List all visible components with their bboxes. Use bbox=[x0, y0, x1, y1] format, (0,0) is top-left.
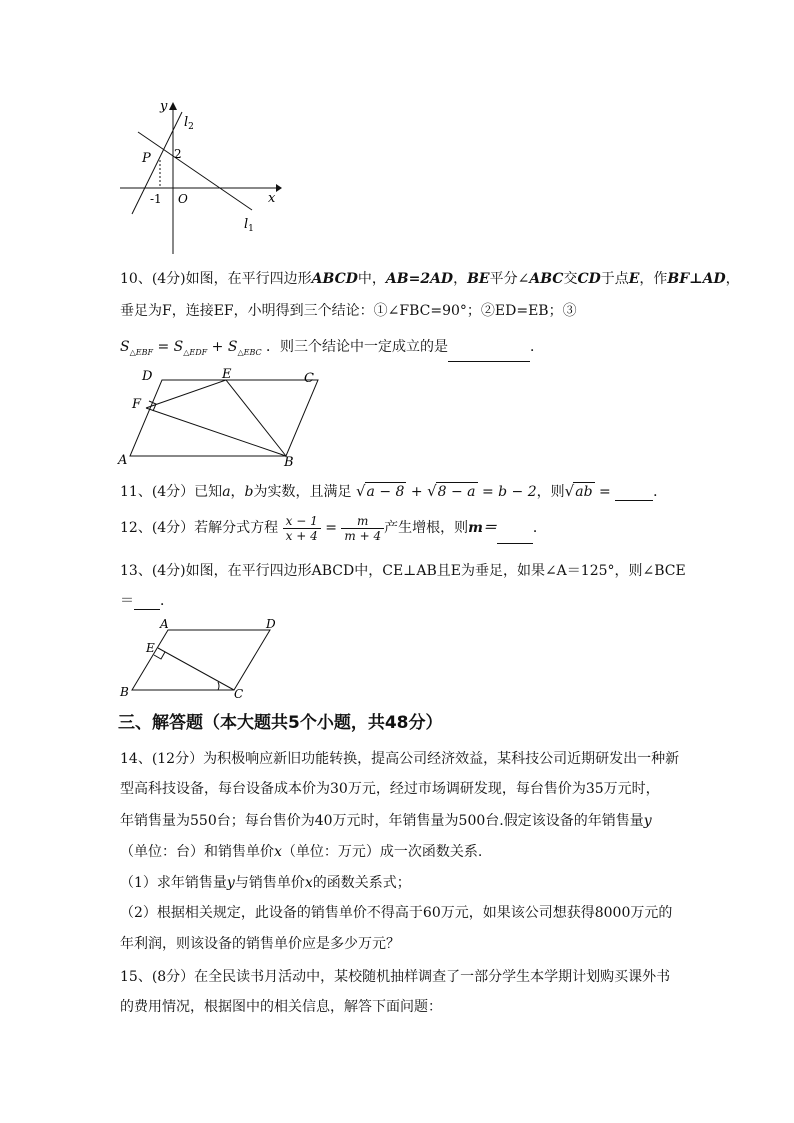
y-axis-arrow bbox=[169, 102, 177, 110]
section-three-title: 三、解答题（本大题共5个小题，共48分） bbox=[118, 713, 443, 733]
q13-line1: 13、(4分)如图，在平行四边形ABCD中，CE⊥AB且E为垂足，如果∠A＝125°，则∠BCE bbox=[120, 563, 686, 579]
y-axis-label: y bbox=[160, 99, 168, 114]
tick-neg1-label: -1 bbox=[150, 192, 162, 206]
segment-ce bbox=[158, 648, 234, 690]
label-d-q13: D bbox=[266, 617, 276, 631]
figure-q13-parallelogram bbox=[114, 614, 284, 700]
figure-q10-parallelogram bbox=[112, 364, 322, 468]
x-axis-label: x bbox=[268, 191, 276, 206]
q15-line1: 15、(8分）在全民读书月活动中，某校随机抽样调查了一部分学生本学期计划购买课外书 bbox=[120, 969, 671, 985]
label-e-q13: E bbox=[146, 641, 155, 655]
label-a-q13: A bbox=[160, 617, 169, 631]
segment-ef bbox=[146, 380, 226, 408]
x-axis-arrow bbox=[276, 184, 282, 192]
label-e: E bbox=[222, 367, 232, 382]
point-p-label: P bbox=[142, 151, 151, 166]
tick-2-label: 2 bbox=[174, 147, 182, 161]
q10-line1: 10、(4分)如图，在平行四边形ABCD中，AB=2AD，BE平分∠ABC交CD于点E，作BF⊥AD， bbox=[120, 271, 740, 287]
q10-answer-blank[interactable] bbox=[448, 347, 530, 362]
fraction-m: $\frac{m}{m + 4}$ bbox=[341, 514, 384, 543]
q14-line2: 型高科技设备，每台设备成本价为30万元，经过市场调研发现，每台售价为35万元时， bbox=[120, 781, 660, 797]
q14-line6: （2）根据相关规定，此设备的销售单价不得高于60万元，如果该公司想获得8000万元的 bbox=[120, 905, 673, 921]
label-a: A bbox=[118, 453, 128, 468]
q14-line4: （单位：台）和销售单价x（单位：万元）成一次函数关系. bbox=[120, 844, 483, 860]
q14-line5: （1）求年销售量y与销售单价x的函数关系式； bbox=[120, 875, 411, 891]
segment-bf bbox=[146, 408, 286, 456]
parallelogram-abcd bbox=[130, 380, 318, 456]
label-f: F bbox=[132, 397, 142, 412]
parallelogram-abcd-q13 bbox=[132, 630, 270, 690]
q14-line3: 年销售量为550台；每台售价为40万元时，年销售量为500台.假定该设备的年销售量y bbox=[120, 813, 652, 829]
q11-line: 11、(4分）已知a，b为实数，且满足 √a − 8 + √8 − a = b − 2，则√ab = ． bbox=[120, 482, 668, 500]
l1-label: $l_1$ bbox=[244, 217, 254, 234]
label-c: C bbox=[304, 371, 314, 386]
l2-label: $l_2$ bbox=[184, 115, 194, 132]
label-b: B bbox=[284, 455, 294, 468]
q12-line: 12、(4分）若解分式方程 $\frac{x - 1}{x + 4}$ = $\frac{m}{m + 4}$ 产生增根，则m＝ ． bbox=[120, 513, 547, 543]
q12-answer-blank[interactable] bbox=[497, 529, 533, 544]
label-b-q13: B bbox=[120, 685, 129, 699]
q10-line3: $S_{\triangle EBF} = S_{\triangle EDF} + S_{\triangle EBC}$ ．则三个结论中一定成立的是 ． bbox=[120, 338, 544, 362]
fraction-x: $\frac{x - 1}{x + 4}$ bbox=[283, 514, 321, 543]
q10-line2: 垂足为F，连接EF，小明得到三个结论：①∠FBC=90°；②ED=EB；③ bbox=[120, 303, 577, 319]
q14-line7: 年利润，则该设备的销售单价应是多少万元？ bbox=[120, 936, 400, 952]
q13-answer-blank[interactable] bbox=[134, 595, 160, 610]
right-angle-mark-q13 bbox=[154, 652, 165, 659]
q15-line2: 的费用情况，根据图中的相关信息，解答下面问题： bbox=[120, 999, 442, 1015]
segment-be bbox=[226, 380, 286, 456]
q14-line1: 14、(12分）为积极响应新旧功能转换，提高公司经济效益，某科技公司近期研发出一种新 bbox=[120, 751, 680, 767]
label-c-q13: C bbox=[234, 687, 244, 700]
angle-mark-c bbox=[218, 682, 219, 690]
origin-label: O bbox=[178, 192, 188, 206]
q11-answer-blank[interactable] bbox=[615, 486, 653, 501]
q13-line2: ＝ ． bbox=[120, 593, 174, 609]
label-d: D bbox=[142, 369, 153, 384]
figure-q9-coordinate-plane bbox=[110, 96, 290, 258]
